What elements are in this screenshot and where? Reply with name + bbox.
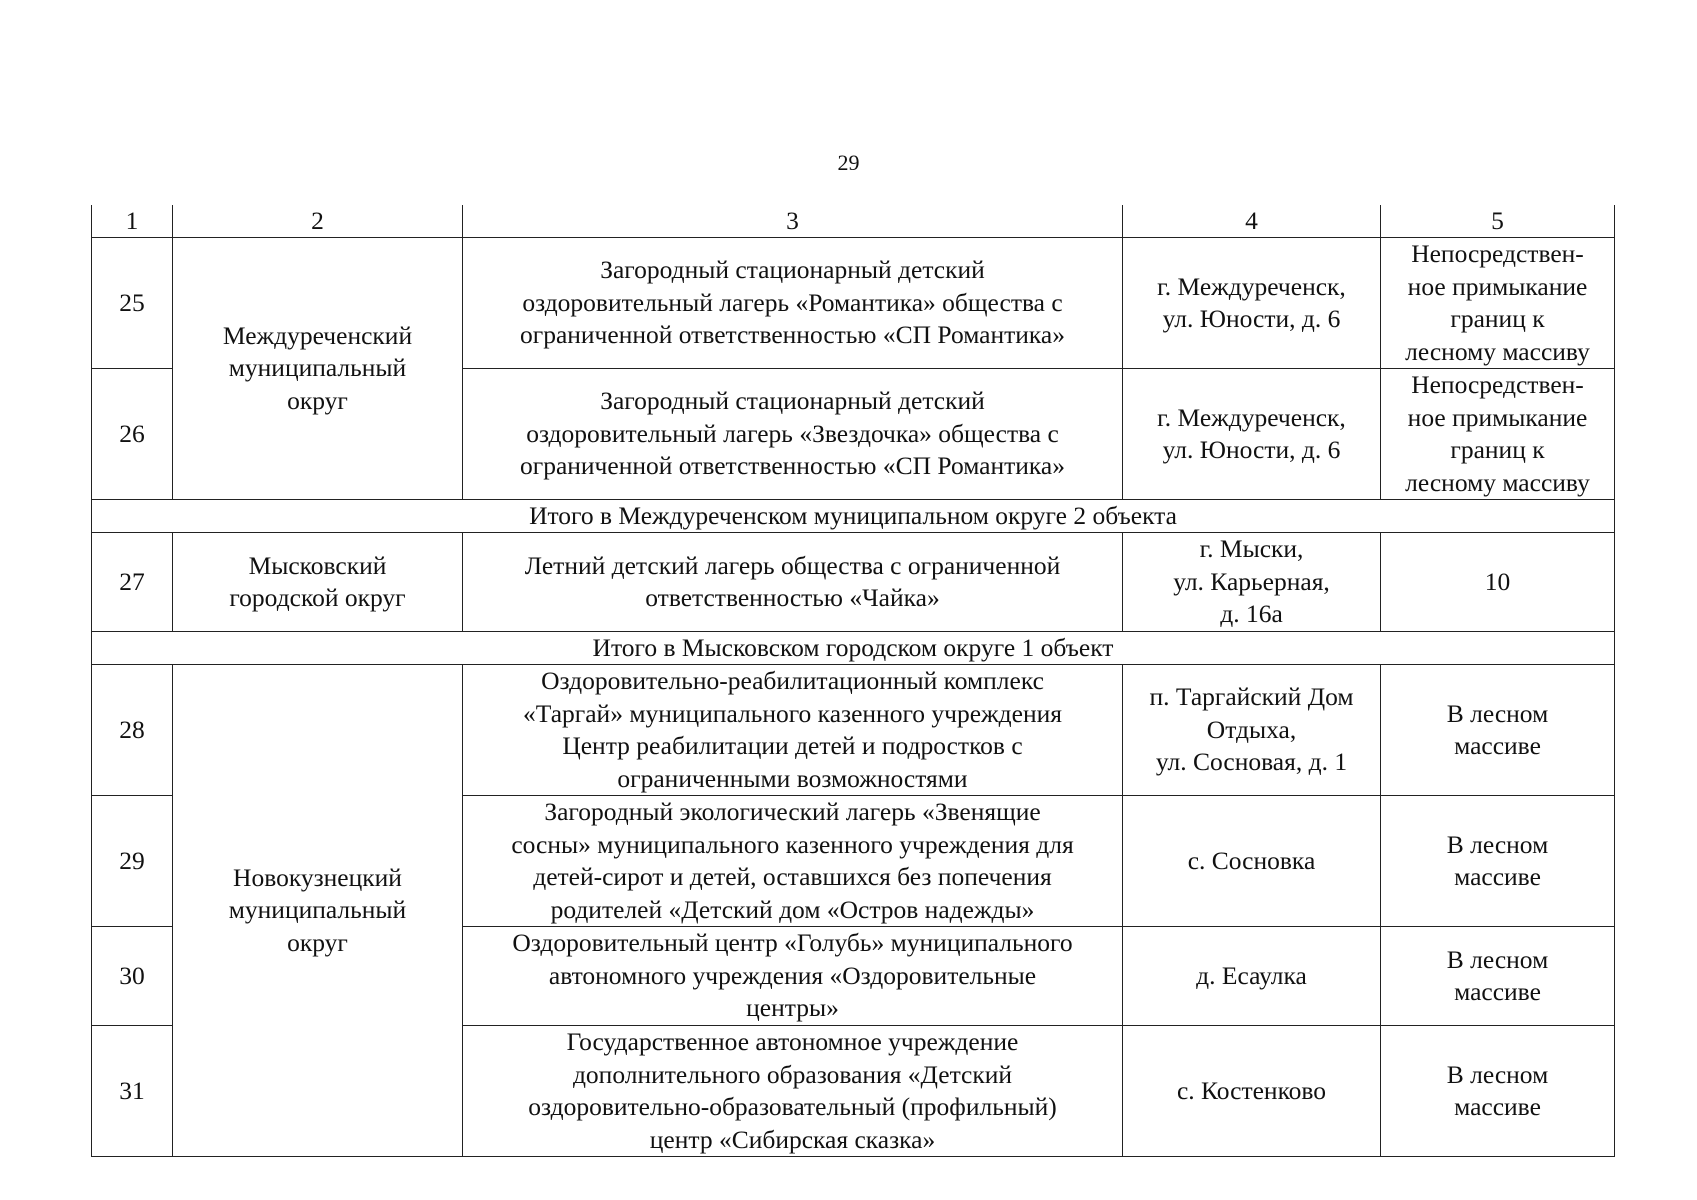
- object-name-cell: [463, 796, 1123, 927]
- address-cell: [1123, 796, 1381, 927]
- address-cell: [1123, 369, 1381, 500]
- address-cell: [1123, 665, 1381, 796]
- column-header-4: 4: [1123, 205, 1381, 238]
- table-row: [92, 665, 1615, 796]
- row-number: 31: [92, 1026, 173, 1157]
- total-myski: Итого в Мысковском городском округе 1 объект: [92, 632, 1615, 665]
- object-name-cell: [463, 238, 1123, 369]
- column-numbers-row: [92, 205, 1615, 238]
- distance-cell: [1381, 665, 1615, 796]
- object-distance: В лесном массиве: [1446, 1059, 1549, 1121]
- page-number: 29: [837, 150, 860, 175]
- row-number: 30: [92, 927, 173, 1026]
- object-address: г. Мыски, ул. Карьерная, д. 16а: [1173, 534, 1330, 629]
- object-name: Загородный стационарный детский оздоровительный лагерь «Романтика» общества с ограниченной ответственностью «СП Романтика»: [519, 255, 1065, 350]
- address-cell: [1123, 927, 1381, 1026]
- distance-cell: [1381, 927, 1615, 1026]
- address-cell: [1123, 533, 1381, 632]
- district-name: Мысковский городской округ: [229, 550, 406, 612]
- object-address: п. Таргайский Дом Отдыха, ул. Сосновая, д. 1: [1149, 682, 1354, 777]
- object-address: г. Междуреченск, ул. Юности, д. 6: [1157, 271, 1346, 333]
- column-header-1: 1: [92, 205, 173, 238]
- object-address: с. Сосновка: [1187, 845, 1316, 875]
- object-name: Государственное автономное учреждение дополнительного образования «Детский оздоровительно-образовательный (профильный) центр «Сибирская сказка»: [528, 1027, 1057, 1154]
- object-name-cell: [463, 369, 1123, 500]
- object-distance: В лесном массиве: [1446, 698, 1549, 760]
- district-cell: [173, 238, 463, 500]
- address-cell: [1123, 1026, 1381, 1157]
- object-name-cell: [463, 533, 1123, 632]
- object-name-cell: [463, 665, 1123, 796]
- object-address: с. Костенково: [1176, 1075, 1327, 1105]
- distance-cell: [1381, 369, 1615, 500]
- distance-cell: [1381, 533, 1615, 632]
- table-row: [92, 533, 1615, 632]
- row-number: 27: [92, 533, 173, 632]
- distance-cell: [1381, 238, 1615, 369]
- distance-cell: [1381, 796, 1615, 927]
- object-name: Загородный стационарный детский оздоровительный лагерь «Звездочка» общества с ограниченной ответственностью «СП Романтика»: [519, 386, 1065, 481]
- object-distance: 10: [1484, 566, 1511, 596]
- object-name: Летний детский лагерь общества с ограниченной ответственностью «Чайка»: [524, 550, 1061, 612]
- object-distance: В лесном массиве: [1446, 944, 1549, 1006]
- object-distance: Непосредствен- ное примыкание границ к лесному массиву: [1405, 370, 1590, 497]
- total-mezhdurechensk: Итого в Междуреченском муниципальном округе 2 объекта: [92, 500, 1615, 533]
- object-name: Оздоровительный центр «Голубь» муниципального автономного учреждения «Оздоровительные центры»: [512, 928, 1073, 1023]
- object-name-cell: [463, 1026, 1123, 1157]
- district-cell: [173, 665, 463, 1157]
- distance-cell: [1381, 1026, 1615, 1157]
- total-row: [92, 632, 1615, 665]
- district-name: Междуреченский муниципальный округ: [222, 320, 413, 415]
- row-number: 26: [92, 369, 173, 500]
- district-cell: [173, 533, 463, 632]
- column-header-5: 5: [1381, 205, 1615, 238]
- object-name: Оздоровительно-реабилитационный комплекс «Таргай» муниципального казенного учреждения Центр реабилитации детей и подростков с ограниченными возможностями: [523, 666, 1062, 793]
- district-name: Новокузнецкий муниципальный округ: [228, 862, 407, 957]
- objects-table: [91, 205, 1615, 1157]
- object-distance: В лесном массиве: [1446, 829, 1549, 891]
- table-row: [92, 238, 1615, 369]
- object-address: д. Есаулка: [1196, 960, 1307, 990]
- row-number: 29: [92, 796, 173, 927]
- address-cell: [1123, 238, 1381, 369]
- row-number: 25: [92, 238, 173, 369]
- column-header-2: 2: [173, 205, 463, 238]
- object-name: Загородный экологический лагерь «Звенящие сосны» муниципального казенного учреждения для детей-сирот и детей, оставшихся без попечения родителей «Детский дом «Остров надежды»: [511, 797, 1074, 924]
- object-address: г. Междуреченск, ул. Юности, д. 6: [1157, 402, 1346, 464]
- row-number: 28: [92, 665, 173, 796]
- column-header-3: 3: [463, 205, 1123, 238]
- object-distance: Непосредствен- ное примыкание границ к лесному массиву: [1405, 239, 1590, 366]
- total-row: [92, 500, 1615, 533]
- object-name-cell: [463, 927, 1123, 1026]
